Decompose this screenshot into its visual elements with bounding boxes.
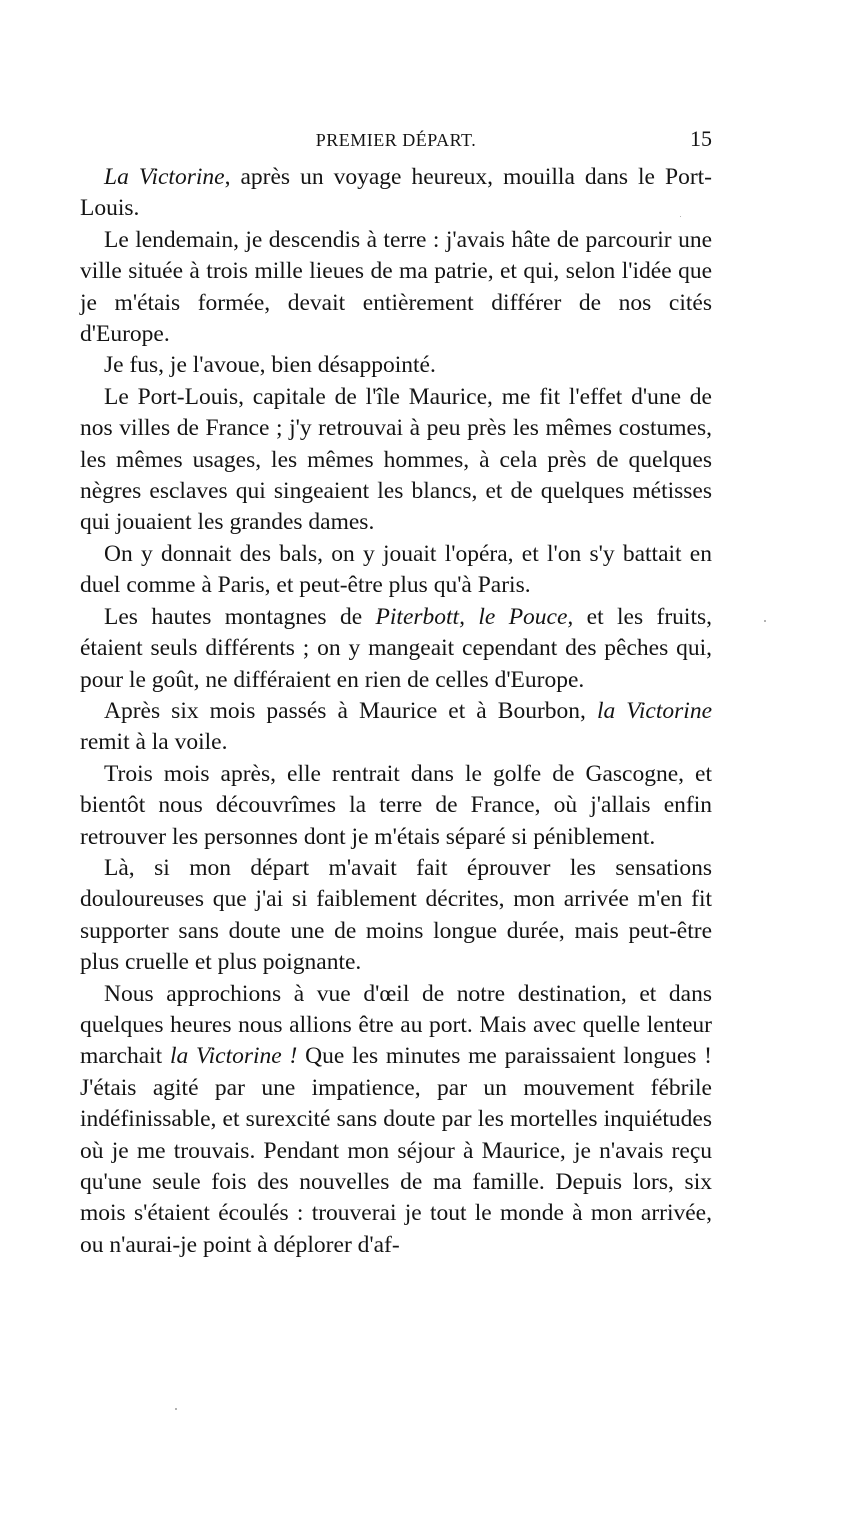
paragraph <box>80 350 712 381</box>
paragraph <box>80 853 712 979</box>
paragraph-text: et les fruits, étaient seuls différents ; on y mangeait cependant des pêches qui, pour le goût, ne différaient en rien de celles d'Europe. <box>80 603 712 693</box>
paper-speck <box>175 1408 177 1410</box>
paragraph-text: Là, si mon départ m'avait fait éprouver les sensations douloureuses que j'ai si faiblement décrites, mon arrivée m'en fit supporter sans doute une de moins longue durée, mais peut-être plus cruelle et plus poignante. <box>80 854 712 976</box>
paragraph-text: remit à la voile. <box>80 729 228 756</box>
paragraph <box>80 382 712 539</box>
paragraph <box>80 539 712 602</box>
paragraph-text: la Victorine <box>596 697 712 724</box>
paragraph <box>80 225 712 351</box>
paragraph <box>80 162 712 225</box>
running-title: PREMIER DÉPART. <box>315 130 477 150</box>
paragraph-text: La Victorine <box>104 164 225 190</box>
paragraph <box>80 759 712 853</box>
paragraph <box>80 602 712 696</box>
paragraph-text: , après un voyage heureux, mouilla dans le Port-Louis. <box>80 164 712 222</box>
paragraph-text: Après six mois passés à Maurice et à Bourbon, <box>104 697 597 724</box>
paragraph-text: Nous approchions à vue d'œil de notre destination, et dans quelques heures nous allions être au port. Mais avec quelle lenteur marchait <box>80 980 712 1070</box>
paragraph-text: Les hautes montagnes de <box>104 603 376 630</box>
paper-speck <box>680 216 681 217</box>
paragraph <box>80 979 712 1262</box>
paragraph <box>80 696 712 759</box>
paragraph-text: la Victorine ! <box>169 1043 298 1070</box>
paragraph-text: Le lendemain, je descendis à terre : j'avais hâte de parcourir une ville située à trois mille lieues de ma patrie, et qui, selon l'idée que je m'étais formée, devait entièrement différer de nos cités d'Europe. <box>80 226 712 348</box>
paragraph-text: On y donnait des bals, on y jouait l'opéra, et l'on s'y battait en duel comme à Paris, et peut-être plus qu'à Paris. <box>80 540 712 599</box>
paper-speck <box>764 620 766 622</box>
paragraph-text: Trois mois après, elle rentrait dans le golfe de Gascogne, et bientôt nous découvrîmes la terre de France, où j'allais enfin retrouver les personnes dont je m'étais séparé si péniblement. <box>80 760 712 850</box>
body-text <box>80 162 712 1261</box>
paragraph-text: Piterbott, le Pouce, <box>375 603 574 630</box>
paragraph-text: Le Port-Louis, capitale de l'île Maurice, me fit l'effet d'une de nos villes de France ; j'y retrouvai à peu près les mêmes costumes, les mêmes usages, les mêmes hommes, à cela près de quelques nègres esclaves qui singeaient les blancs, et de quelques métisses qui jouaient les grandes dames. <box>80 383 712 536</box>
page-number: 15 <box>690 126 712 151</box>
paragraph-text: Que les minutes me paraissaient longues ! J'étais agité par une impatience, par un mouvement fébrile indéfinissable, et surexcité sans doute par les mortelles inquiétudes où je me trouvais. Pendant mon séjour à Maurice, je n'avais reçu qu'une seule fois des nouvelles de ma famille. Depuis lors, six mois s'étaient écoulés : trouverai je tout le monde à mon arrivée, ou n'aurai-je point à déplorer d'af- <box>80 1043 712 1258</box>
running-head <box>80 126 712 156</box>
paragraph-text: Je fus, je l'avoue, bien désappointé. <box>104 352 436 379</box>
